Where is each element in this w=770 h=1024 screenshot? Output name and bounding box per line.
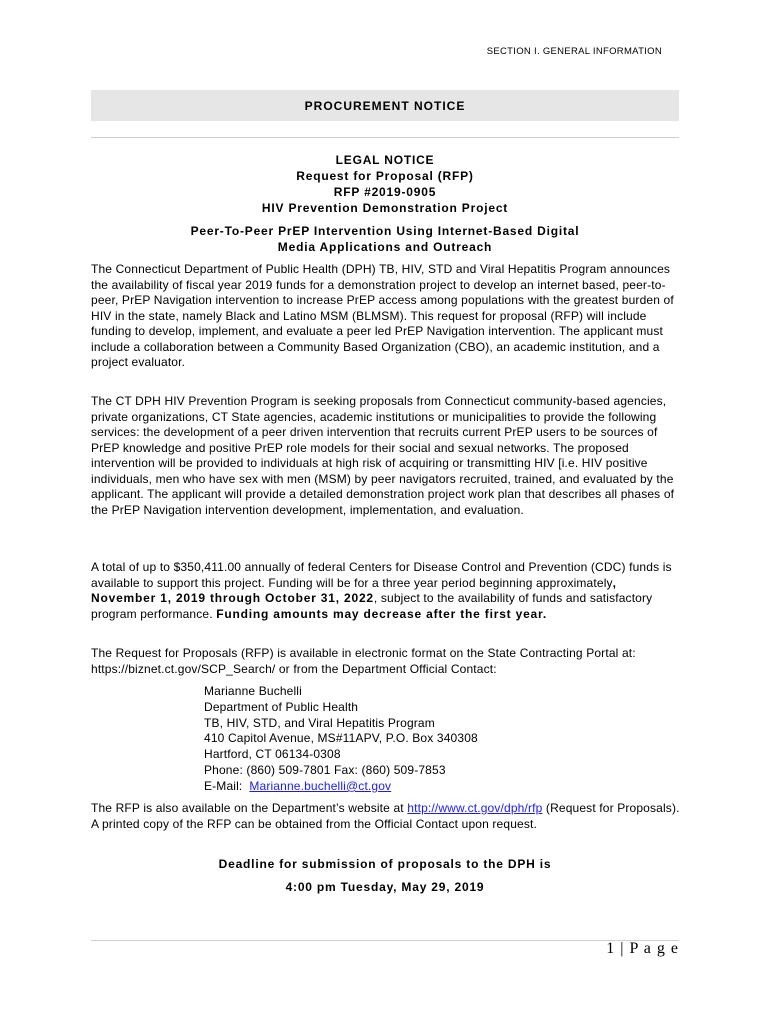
email-link[interactable]: Marianne.buchelli@ct.gov	[249, 778, 392, 793]
contact-address: 410 Capitol Avenue, MS#11APV, P.O. Box 340308	[204, 731, 478, 746]
project-name: HIV Prevention Demonstration Project	[261, 201, 509, 215]
contact-city: Hartford, CT 06134-0308	[204, 747, 341, 762]
contact-phone: Phone: (860) 509-7801 Fax: (860) 509-7853	[204, 762, 446, 777]
intro-paragraph: The Connecticut Department of Public Health (DPH) TB, HIV, STD and Viral Hepatitis Program announces the availability of fiscal year 2019 funds for a demonstration project to develop an internet based, peer-to-peer, PrEP Navigation intervention to increase PrEP access among populations with the greatest burden of HIV in the state, namely Black and Latino MSM (BLMSM). This request for proposal (RFP) will include funding to develop, implement, and evaluate a peer led PrEP Navigation intervention. The applicant must include a collaboration between a Community Based Organization (CBO), an academic institution, and a project evaluator.	[91, 262, 674, 369]
project-subtitle-block	[91, 223, 679, 255]
page-number: 1 | P a g e	[606, 940, 679, 957]
email-label: E-Mail:	[204, 778, 250, 793]
legal-notice-heading: LEGAL NOTICE	[335, 153, 435, 167]
procurement-banner	[91, 90, 679, 121]
website-text-2: (Request for Proposals). A printed copy of the RFP can be obtained from the Official Contact upon request.	[91, 801, 680, 831]
funding-text-1: A total of up to $350,411.00 annually of federal Centers for Disease Control and Prevention (CDC) funds is available to support this project. Funding will be for a three year period beginning approximately	[91, 560, 672, 590]
bottom-divider	[91, 940, 679, 941]
subtitle-line-2: Media Applications and Outreach	[277, 240, 493, 254]
rfp-number: RFP #2019-0905	[333, 185, 437, 199]
website-paragraph	[91, 801, 681, 832]
rfp-heading: Request for Proposal (RFP)	[296, 169, 474, 183]
contact-email-row	[204, 779, 478, 795]
funding-paragraph	[91, 560, 681, 622]
subtitle-line-1: Peer-To-Peer PrEP Intervention Using Internet-Based Digital	[190, 224, 580, 238]
contact-department: Department of Public Health	[204, 699, 359, 714]
funding-dates: , November 1, 2019 through October 31, 2022	[91, 575, 617, 605]
funding-warning: Funding amounts may decrease after the first year.	[216, 606, 547, 621]
services-paragraph: The CT DPH HIV Prevention Program is seeking proposals from Connecticut community-based agencies, private organizations, CT State agencies, academic institutions or municipalities to provide the following services: the development of a peer driven intervention that recruits current PrEP users to be sources of PrEP knowledge and positive PrEP role models for their social and sexual networks. The proposed intervention will be provided to individuals at high risk of acquiring or transmitting HIV [i.e. HIV positive individuals, men who have sex with men (MSM) by peer navigators recruited, trained, and evaluated by the applicant. The applicant will provide a detailed demonstration project work plan that describes all phases of the PrEP Navigation intervention development, implementation, and evaluation.	[91, 394, 675, 517]
top-divider	[91, 137, 679, 138]
banner-title: PROCUREMENT NOTICE	[304, 98, 466, 113]
official-contact-block	[204, 684, 478, 795]
website-text-1: The RFP is also available on the Department’s website at	[91, 801, 408, 815]
section-header: SECTION I. GENERAL INFORMATION	[486, 46, 662, 57]
rfp-availability-paragraph: The Request for Proposals (RFP) is available in electronic format on the State Contracting Portal at: https://biznet.ct.gov/SCP_Search/ or from the Department Official Contact:	[91, 646, 636, 676]
funding-text-2: , subject to the availability of funds and satisfactory program performance.	[91, 591, 653, 621]
legal-notice-title-block	[91, 152, 679, 216]
deadline-date: 4:00 pm Tuesday, May 29, 2019	[285, 880, 485, 894]
contact-program: TB, HIV, STD, and Viral Hepatitis Program	[204, 715, 435, 730]
deadline-heading: Deadline for submission of proposals to the DPH is	[218, 857, 552, 871]
contact-name: Marianne Buchelli	[204, 684, 302, 698]
rfp-website-link[interactable]: http://www.ct.gov/dph/rfp	[407, 801, 543, 815]
